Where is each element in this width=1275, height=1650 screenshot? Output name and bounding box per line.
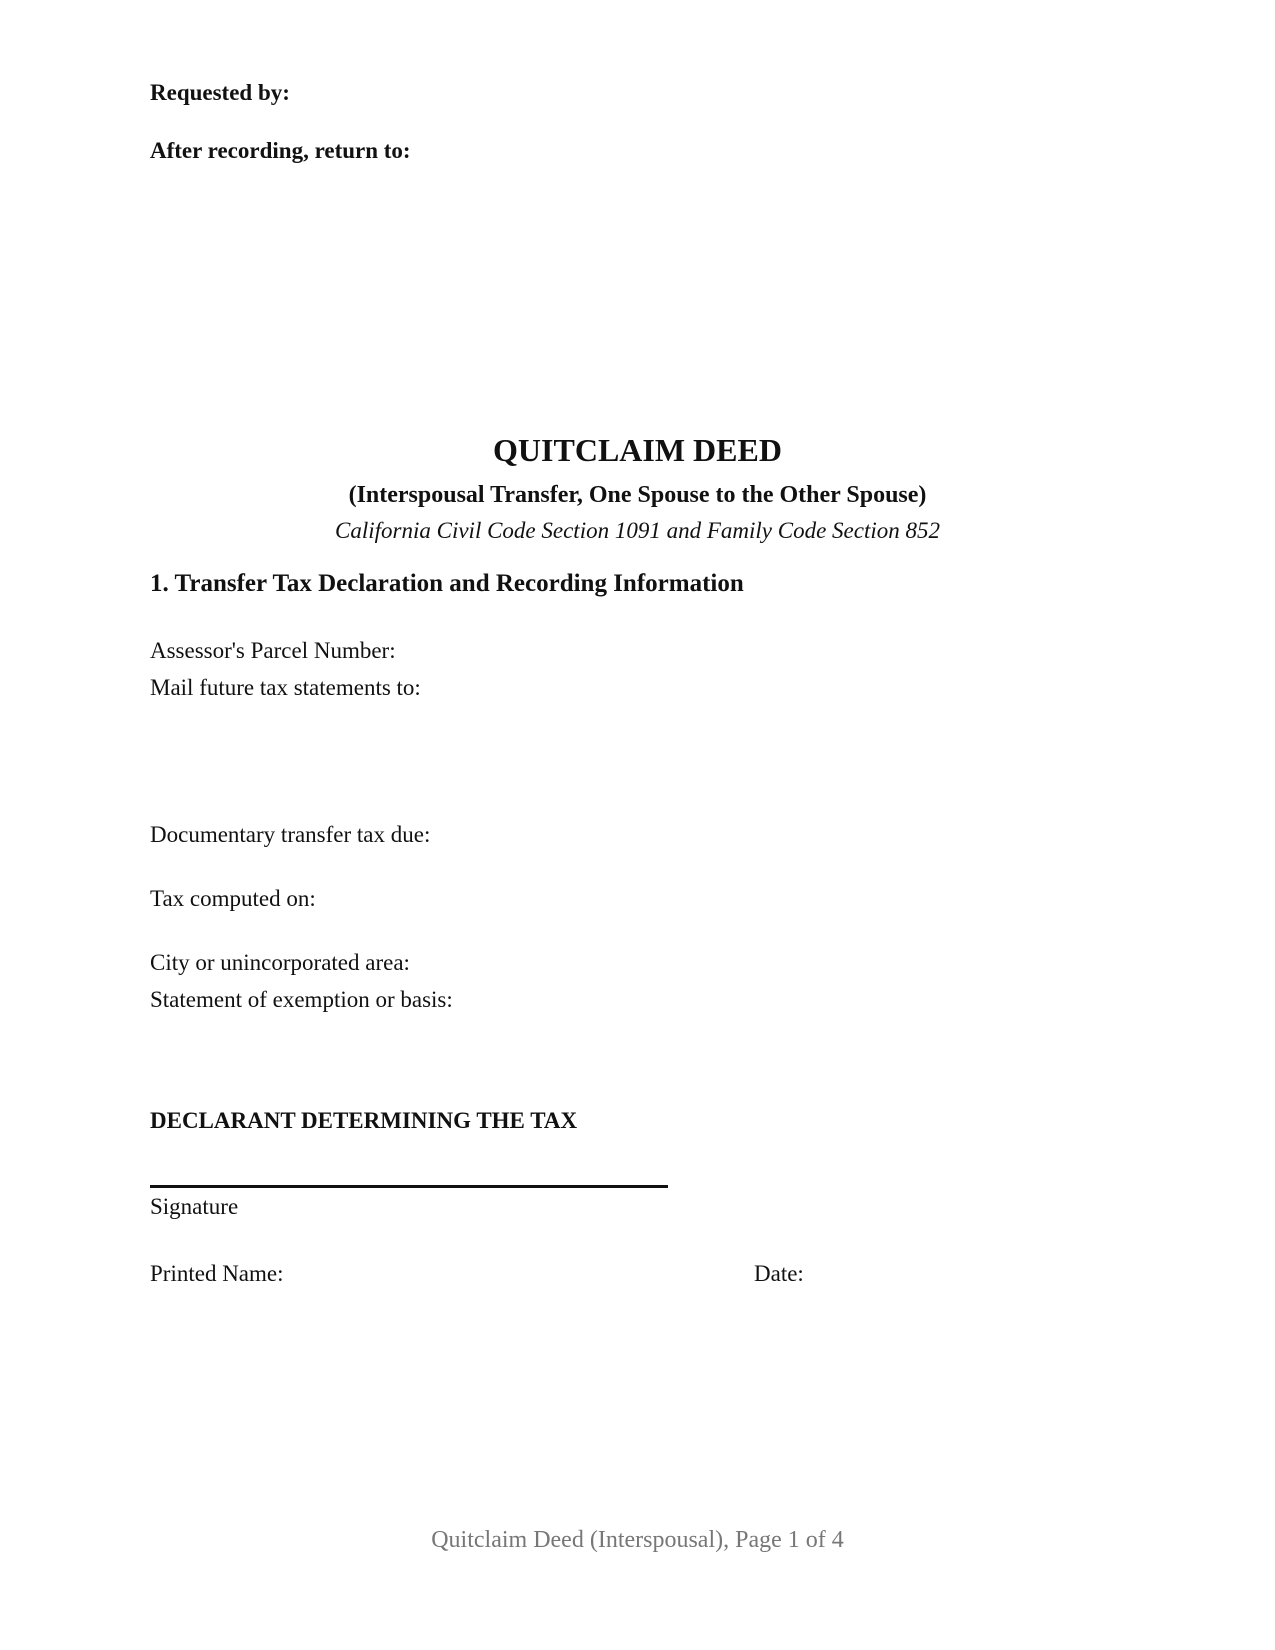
date-label: Date: — [754, 1261, 804, 1286]
transfer-tax-due-label: Documentary transfer tax due: — [150, 822, 431, 847]
document-title: QUITCLAIM DEED — [493, 432, 782, 468]
declarant-heading: DECLARANT DETERMINING THE TAX — [150, 1108, 578, 1133]
section-heading: 1. Transfer Tax Declaration and Recording Information — [150, 570, 744, 597]
signature-line — [150, 1185, 668, 1188]
requested-by-label: Requested by: — [150, 80, 290, 105]
page-footer: Quitclaim Deed (Interspousal), Page 1 of 4 — [431, 1527, 844, 1553]
mail-tax-statements-label: Mail future tax statements to: — [150, 675, 421, 700]
return-to-label: After recording, return to: — [150, 138, 411, 163]
apn-label: Assessor's Parcel Number: — [150, 638, 396, 663]
legal-citation: California Civil Code Section 1091 and Family Code Section 852 — [335, 518, 940, 543]
city-area-label: City or unincorporated area: — [150, 950, 410, 975]
printed-name-label: Printed Name: — [150, 1261, 284, 1286]
signature-label: Signature — [150, 1194, 239, 1219]
tax-computed-on-label: Tax computed on: — [150, 886, 316, 911]
exemption-basis-label: Statement of exemption or basis: — [150, 987, 453, 1012]
document-subtitle: (Interspousal Transfer, One Spouse to the Other Spouse) — [348, 482, 927, 508]
